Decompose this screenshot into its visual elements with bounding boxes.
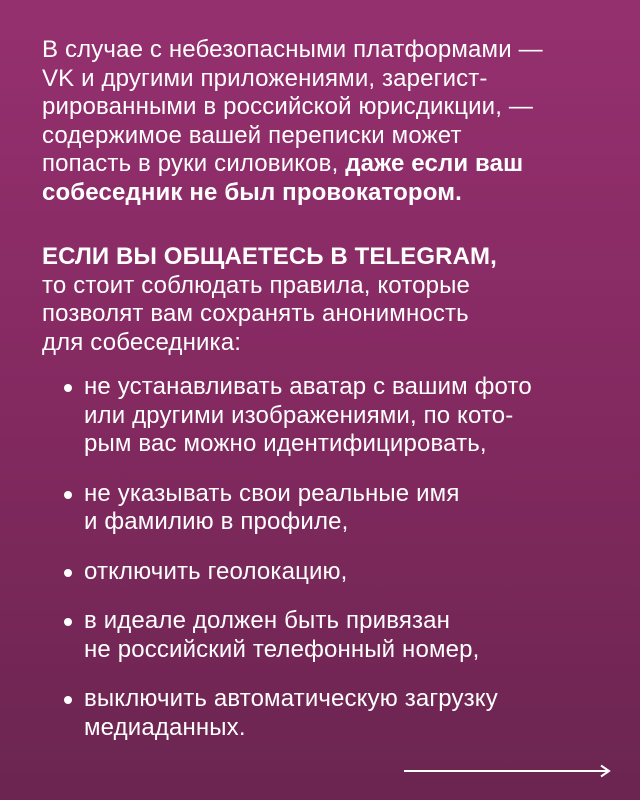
intro-line: позволят вам сохранять анонимность: [42, 300, 469, 327]
warning-line: попасть в руки силовиков,: [42, 150, 346, 177]
telegram-heading: ЕСЛИ ВЫ ОБЩАЕТЕСЬ В TELEGRAM,: [42, 243, 497, 270]
rules-list: [42, 373, 602, 742]
warning-paragraph: [42, 36, 602, 207]
rule-line: не устанавливать аватар с вашим фото: [84, 373, 532, 400]
intro-line: то стоит соблюдать правила, которые: [42, 271, 471, 299]
list-item: [42, 558, 602, 587]
rule-line: не российский телефонный номер,: [84, 635, 480, 663]
bullet-icon: [64, 696, 72, 704]
rule-line: не указывать свои реальные имя: [84, 479, 460, 507]
bullet-icon: [64, 618, 72, 626]
list-item: [42, 607, 602, 664]
list-item: [42, 685, 602, 742]
rules-intro: [42, 272, 602, 358]
warning-line: VK и другими приложениями, зарегист-: [42, 64, 488, 92]
rule-line: или другими изображениями, по кото-: [84, 401, 514, 429]
intro-line: для собеседника:: [42, 328, 242, 356]
warning-line: содержимое вашей переписки может: [42, 121, 462, 149]
bullet-icon: [64, 569, 72, 577]
rule-line: рым вас можно идентифицировать,: [84, 430, 487, 457]
warning-line: В случае с небезопасными платформами —: [42, 36, 543, 63]
rule-line: и фамилию в профиле,: [84, 508, 349, 535]
rule-line: отключить геолокацию,: [84, 557, 348, 585]
bullet-icon: [64, 491, 72, 499]
warning-emphasis: собеседник не был провокатором.: [42, 178, 462, 206]
content-card: [42, 36, 602, 763]
rule-line: выключить автоматическую загрузку: [84, 685, 498, 712]
bullet-icon: [64, 384, 72, 392]
arrow-right-icon[interactable]: [404, 764, 612, 778]
warning-emphasis: даже если ваш: [345, 150, 524, 177]
list-item: [42, 373, 602, 459]
list-item: [42, 480, 602, 537]
warning-line: рированными в российской юрисдикции, —: [42, 93, 533, 120]
rule-line: медиаданных.: [84, 713, 246, 741]
rule-line: в идеале должен быть привязан: [84, 607, 451, 634]
